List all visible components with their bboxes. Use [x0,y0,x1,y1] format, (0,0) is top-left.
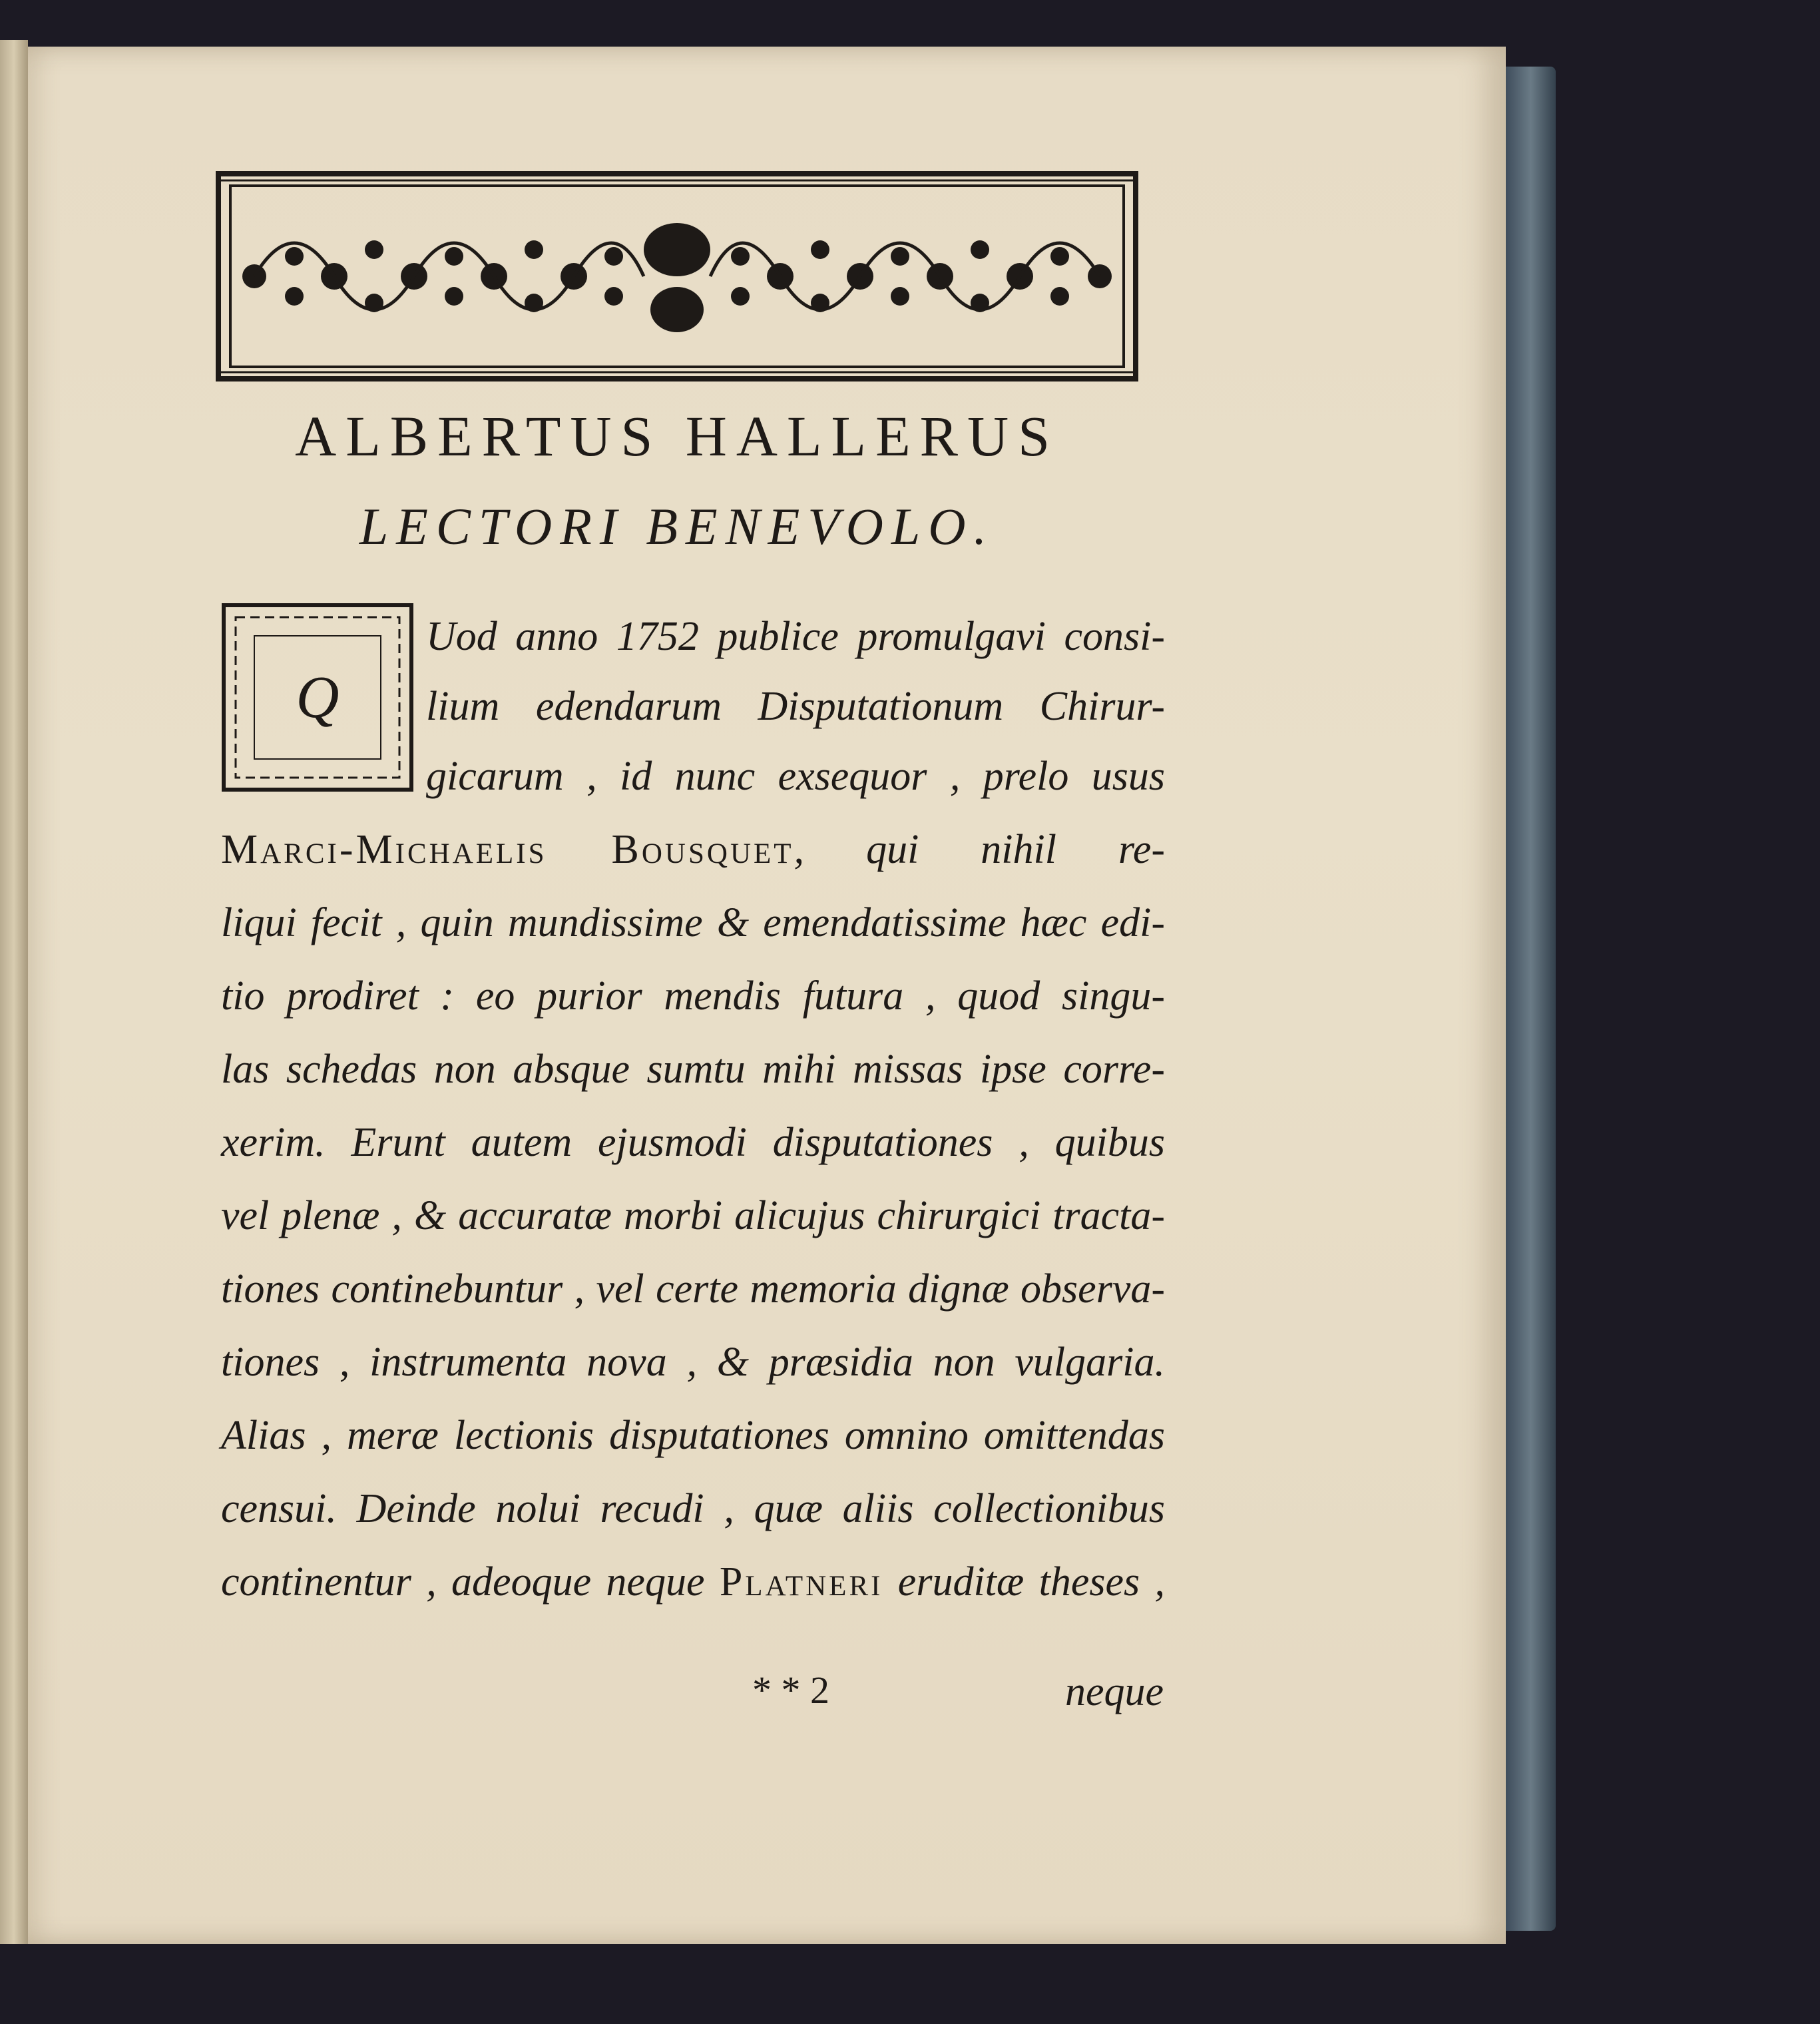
text-line-7: las schedas non absque sumtu mihi missas ipse corre- [221,1047,1165,1092]
text-line-13: censui. Deinde nolui recudi , quæ aliis collectionibus [221,1486,1165,1531]
signature-mark: * * 2 [752,1668,829,1712]
text-line-1: Uod anno 1752 publice promulgavi consi- [426,614,1165,659]
page-title: ALBERTUS HALLERUS [295,404,1059,468]
text-line-9: vel plenæ , & accuratæ morbi alicujus chirurgici tracta- [221,1193,1165,1238]
text-line-6: tio prodiret : eo purior mendis futura , quod singu- [221,973,1165,1019]
initial-letter: Q [296,664,340,730]
text-line-14: continentur , adeoque neque Platneri eruditæ theses , [221,1559,1165,1605]
text-line-4: Marci-Michaelis Bousquet, qui nihil re- [221,827,1165,872]
book-cover-board [1506,67,1556,1931]
text-line-3: gicarum , id nunc exsequor , prelo usus [426,754,1165,799]
text-line-10: tiones continebuntur , vel certe memoria dignæ observa- [221,1266,1165,1312]
headpiece-ornament [214,170,1140,383]
page-subtitle: LECTORI BENEVOLO. [359,497,995,555]
printer-name: Marci-Michaelis Bousquet [221,827,794,872]
author-name: Platneri [719,1559,883,1605]
ornamental-initial [221,603,414,792]
text-line-2: lium edendarum Disputationum Chirur- [426,684,1165,729]
catchword: neque [1065,1669,1164,1714]
left-page-edge [0,40,28,1944]
text-line-12: Alias , meræ lectionis disputationes omnino omittendas [221,1413,1165,1458]
text-line-11: tiones , instrumenta nova , & præsidia non vulgaria. [221,1340,1165,1385]
text-line-5: liqui fecit , quin mundissime & emendatissime hæc edi- [221,900,1165,945]
text-line-8: xerim. Erunt autem ejusmodi disputationes , quibus [221,1120,1165,1165]
